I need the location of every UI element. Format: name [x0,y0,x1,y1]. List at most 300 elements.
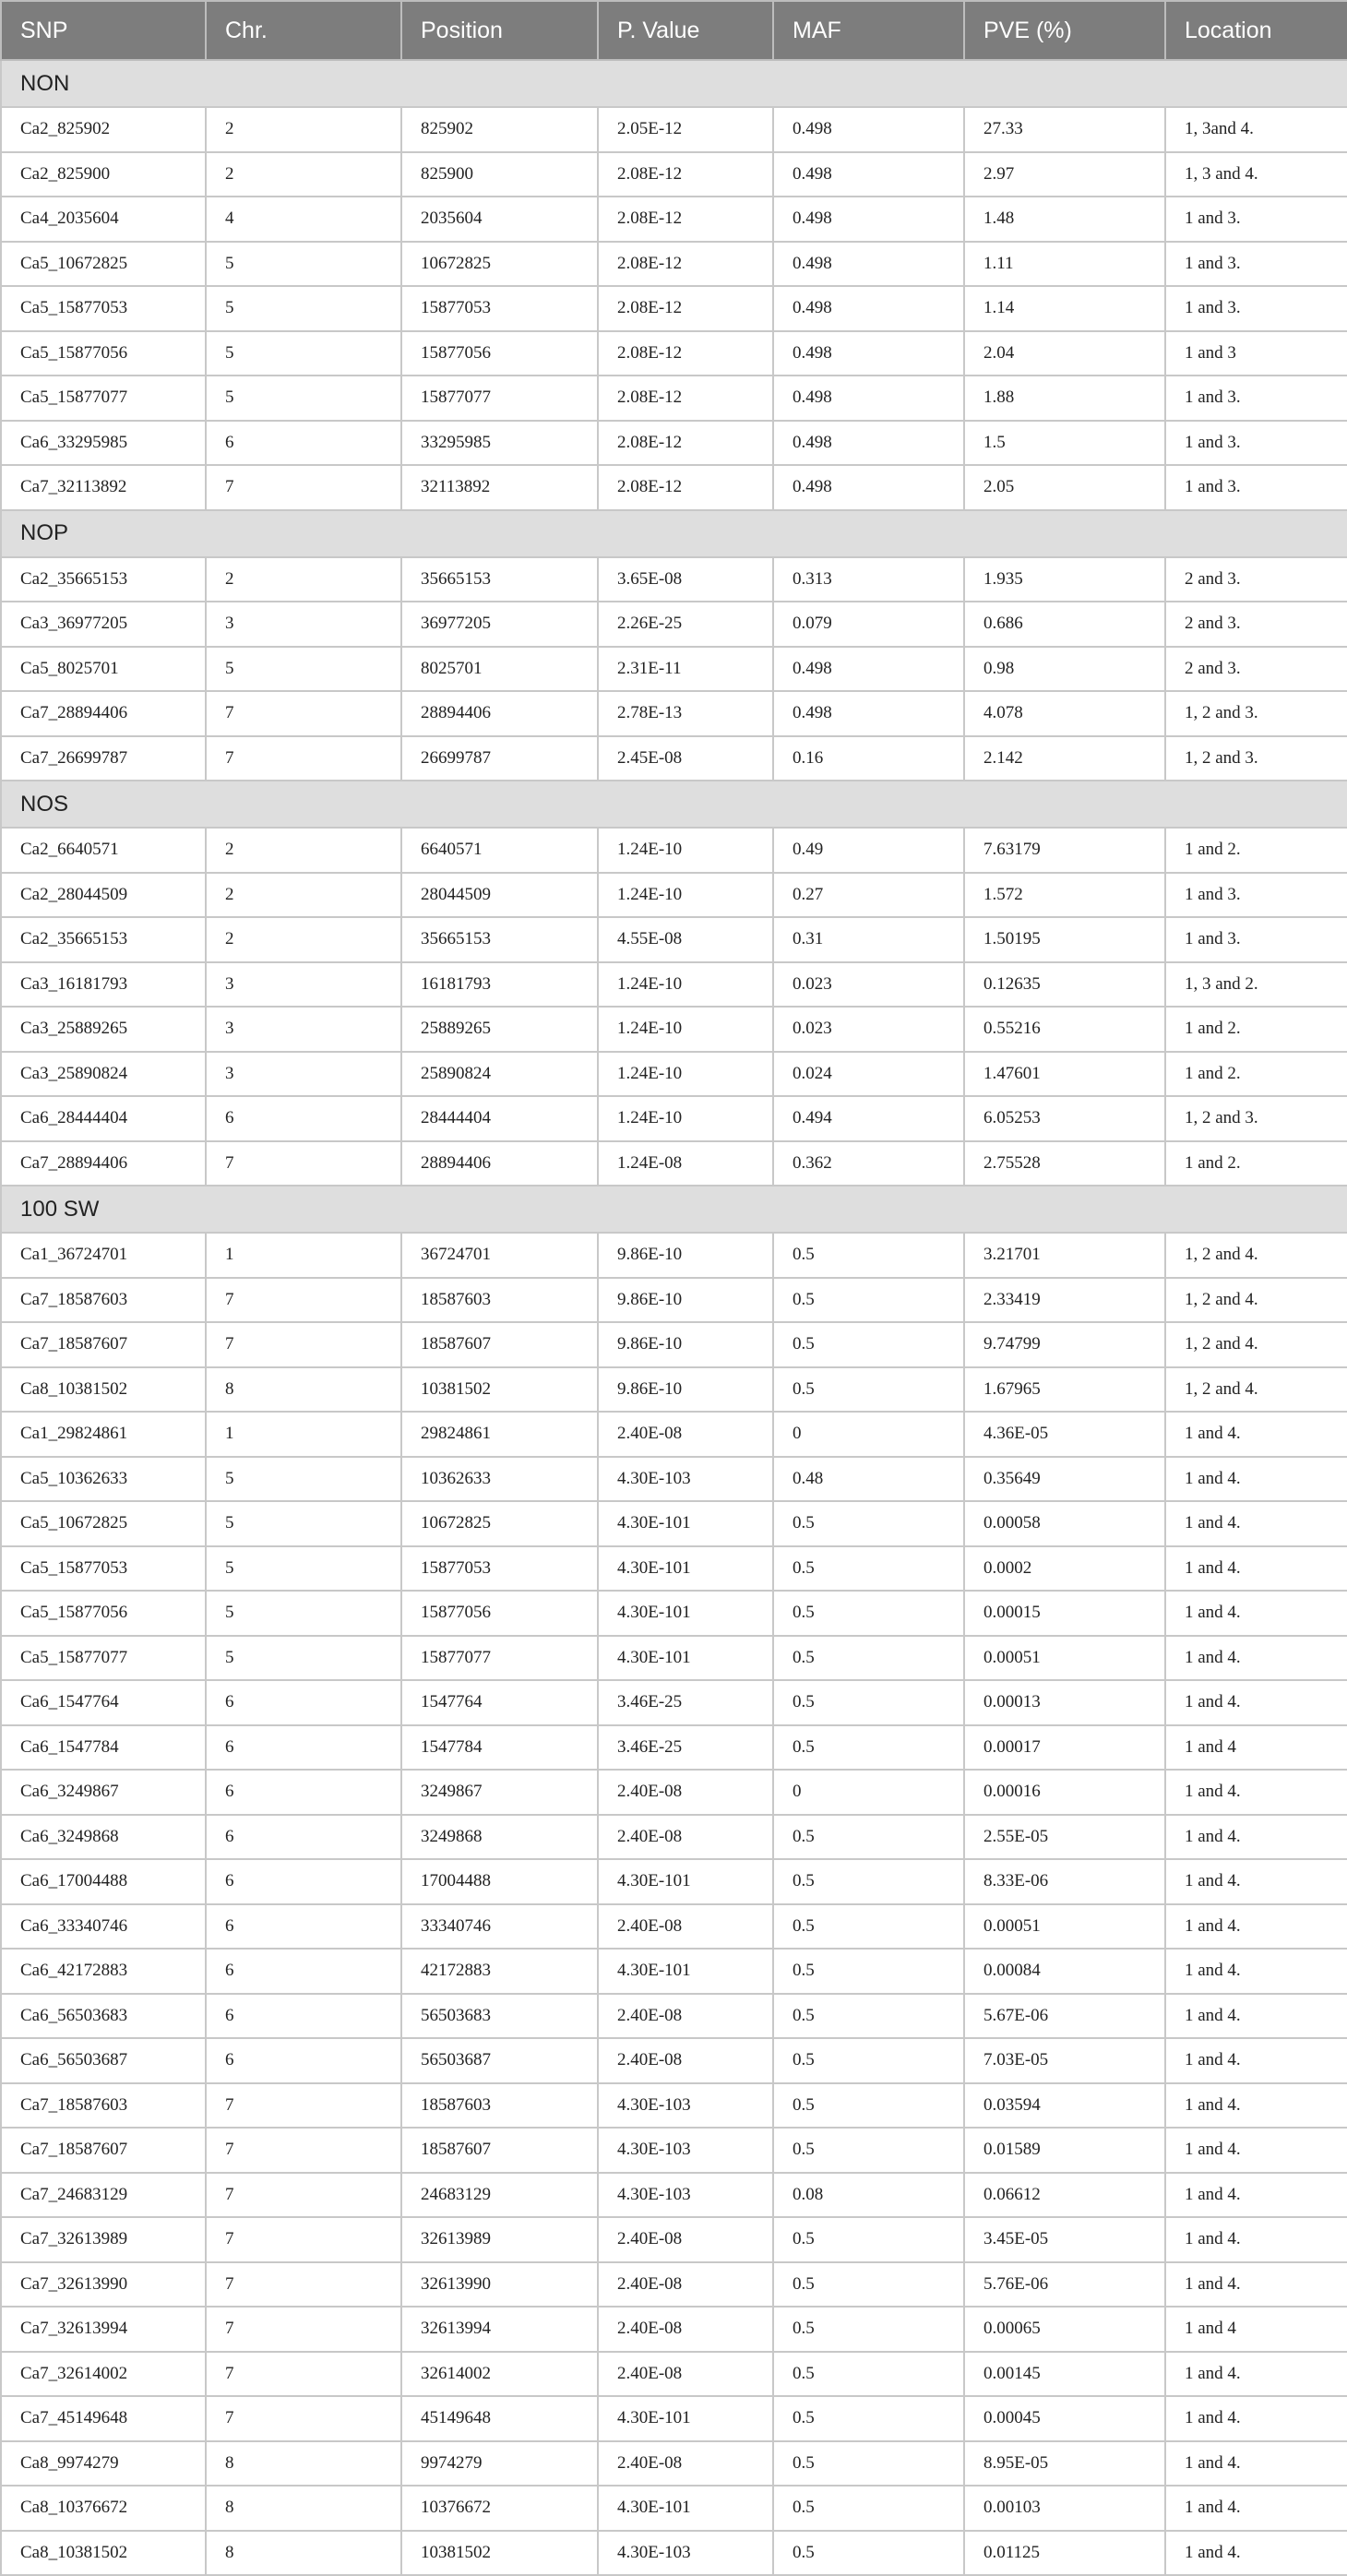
group-row [1,510,1347,557]
cell-location: 1, 2 and 3. [1165,1096,1347,1141]
cell-position: 36977205 [401,602,598,647]
cell-chr: 7 [206,2262,401,2308]
header-location: Location [1165,1,1347,60]
cell-chr: 7 [206,2128,401,2173]
cell-location: 1 and 2. [1165,1141,1347,1187]
cell-position: 825900 [401,152,598,197]
cell-location: 1 and 3. [1165,242,1347,287]
cell-position: 32113892 [401,465,598,510]
table-row [1,1233,1347,1278]
cell-chr: 5 [206,376,401,421]
cell-location: 1 and 4. [1165,1591,1347,1636]
cell-location: 1, 2 and 3. [1165,736,1347,781]
cell-snp: Ca7_18587603 [1,1278,206,1323]
cell-snp: Ca2_825902 [1,107,206,152]
cell-maf: 0.498 [773,465,964,510]
cell-pve: 2.04 [964,331,1165,376]
cell-position: 15877053 [401,286,598,331]
cell-position: 35665153 [401,557,598,602]
cell-location: 1 and 2. [1165,1007,1347,1052]
cell-snp: Ca6_3249867 [1,1770,206,1815]
cell-position: 15877056 [401,331,598,376]
cell-location: 1 and 3. [1165,421,1347,466]
cell-pve: 1.50195 [964,917,1165,962]
cell-position: 6640571 [401,828,598,873]
table-row [1,1725,1347,1771]
cell-pve: 0.03594 [964,2083,1165,2129]
cell-snp: Ca5_15877077 [1,376,206,421]
cell-p-value: 2.08E-12 [598,286,773,331]
cell-p-value: 2.40E-08 [598,2217,773,2262]
cell-location: 1 and 4. [1165,2396,1347,2441]
cell-snp: Ca1_29824861 [1,1412,206,1457]
cell-chr: 6 [206,1904,401,1950]
cell-maf: 0.5 [773,1859,964,1904]
cell-location: 1 and 4. [1165,2128,1347,2173]
cell-chr: 3 [206,602,401,647]
table-row [1,1859,1347,1904]
cell-location: 1, 2 and 3. [1165,691,1347,736]
cell-p-value: 1.24E-10 [598,962,773,1008]
cell-location: 1 and 3. [1165,197,1347,242]
cell-pve: 0.00045 [964,2396,1165,2441]
group-label: NOP [1,510,1347,557]
cell-position: 28444404 [401,1096,598,1141]
cell-chr: 2 [206,557,401,602]
cell-location: 1 and 2. [1165,1052,1347,1097]
cell-chr: 5 [206,1457,401,1502]
cell-pve: 0.00065 [964,2307,1165,2352]
table-row [1,2038,1347,2083]
cell-maf: 0.498 [773,421,964,466]
cell-p-value: 1.24E-10 [598,828,773,873]
cell-p-value: 2.40E-08 [598,1904,773,1950]
cell-position: 29824861 [401,1412,598,1457]
cell-location: 1 and 4. [1165,1501,1347,1546]
cell-location: 1 and 4. [1165,1457,1347,1502]
cell-snp: Ca7_32613990 [1,2262,206,2308]
cell-position: 32613989 [401,2217,598,2262]
cell-location: 1 and 4. [1165,2486,1347,2531]
cell-position: 3249867 [401,1770,598,1815]
cell-pve: 0.0002 [964,1546,1165,1592]
cell-snp: Ca7_18587603 [1,2083,206,2129]
cell-maf: 0.5 [773,1322,964,1367]
cell-snp: Ca8_10381502 [1,2531,206,2576]
group-label: NON [1,60,1347,107]
cell-location: 1 and 4. [1165,2173,1347,2218]
cell-snp: Ca6_3249868 [1,1815,206,1860]
cell-snp: Ca6_17004488 [1,1859,206,1904]
cell-pve: 1.48 [964,197,1165,242]
cell-maf: 0.5 [773,2441,964,2487]
cell-pve: 1.67965 [964,1367,1165,1413]
group-row [1,1186,1347,1233]
header-snp: SNP [1,1,206,60]
cell-position: 825902 [401,107,598,152]
cell-position: 32613990 [401,2262,598,2308]
cell-maf: 0.5 [773,2038,964,2083]
table-row [1,2396,1347,2441]
cell-position: 56503687 [401,2038,598,2083]
cell-location: 1 and 4. [1165,2217,1347,2262]
cell-pve: 1.88 [964,376,1165,421]
cell-chr: 2 [206,107,401,152]
cell-p-value: 2.40E-08 [598,2307,773,2352]
cell-location: 1, 2 and 4. [1165,1322,1347,1367]
cell-position: 15877077 [401,376,598,421]
cell-location: 2 and 3. [1165,557,1347,602]
cell-location: 1, 2 and 4. [1165,1278,1347,1323]
header-position: Position [401,1,598,60]
cell-maf: 0.5 [773,1680,964,1725]
cell-pve: 0.00103 [964,2486,1165,2531]
cell-chr: 1 [206,1233,401,1278]
cell-position: 33295985 [401,421,598,466]
table-row [1,2083,1347,2129]
cell-maf: 0.5 [773,1501,964,1546]
cell-p-value: 4.30E-101 [598,1636,773,1681]
cell-pve: 27.33 [964,107,1165,152]
cell-pve: 5.67E-06 [964,1994,1165,2039]
cell-pve: 0.00145 [964,2352,1165,2397]
cell-chr: 3 [206,1052,401,1097]
table-row [1,1770,1347,1815]
cell-p-value: 2.05E-12 [598,107,773,152]
cell-snp: Ca5_8025701 [1,647,206,692]
cell-position: 10381502 [401,2531,598,2576]
cell-p-value: 2.26E-25 [598,602,773,647]
table-row [1,1007,1347,1052]
cell-position: 1547784 [401,1725,598,1771]
cell-location: 1 and 4. [1165,1412,1347,1457]
table-row [1,557,1347,602]
cell-chr: 2 [206,152,401,197]
cell-pve: 1.14 [964,286,1165,331]
cell-maf: 0.498 [773,286,964,331]
cell-chr: 5 [206,1591,401,1636]
cell-position: 42172883 [401,1949,598,1994]
table-row [1,2531,1347,2576]
cell-p-value: 2.40E-08 [598,1412,773,1457]
cell-pve: 2.55E-05 [964,1815,1165,1860]
cell-position: 3249868 [401,1815,598,1860]
cell-snp: Ca5_15877077 [1,1636,206,1681]
cell-pve: 6.05253 [964,1096,1165,1141]
cell-location: 1 and 4. [1165,1546,1347,1592]
cell-snp: Ca5_10672825 [1,1501,206,1546]
table-row [1,1052,1347,1097]
cell-maf: 0.498 [773,647,964,692]
cell-snp: Ca2_35665153 [1,917,206,962]
cell-pve: 0.00058 [964,1501,1165,1546]
cell-snp: Ca5_15877053 [1,286,206,331]
cell-pve: 4.36E-05 [964,1412,1165,1457]
header-chr: Chr. [206,1,401,60]
cell-location: 1 and 4. [1165,1859,1347,1904]
cell-p-value: 4.30E-101 [598,2486,773,2531]
table-body [1,60,1347,2575]
cell-position: 18587603 [401,2083,598,2129]
cell-snp: Ca3_25890824 [1,1052,206,1097]
table-row [1,2352,1347,2397]
cell-chr: 6 [206,1949,401,1994]
cell-p-value: 2.08E-12 [598,421,773,466]
cell-p-value: 4.30E-101 [598,1546,773,1592]
cell-snp: Ca6_33340746 [1,1904,206,1950]
cell-pve: 2.142 [964,736,1165,781]
cell-p-value: 2.40E-08 [598,2441,773,2487]
cell-p-value: 2.40E-08 [598,1994,773,2039]
cell-position: 1547764 [401,1680,598,1725]
cell-position: 28894406 [401,1141,598,1187]
cell-snp: Ca7_28894406 [1,691,206,736]
cell-pve: 4.078 [964,691,1165,736]
cell-pve: 0.55216 [964,1007,1165,1052]
cell-snp: Ca7_45149648 [1,2396,206,2441]
cell-maf: 0.494 [773,1096,964,1141]
cell-maf: 0.5 [773,2128,964,2173]
table-row [1,1994,1347,2039]
group-label: NOS [1,781,1347,828]
cell-chr: 6 [206,1725,401,1771]
cell-position: 9974279 [401,2441,598,2487]
cell-pve: 7.63179 [964,828,1165,873]
table-row [1,647,1347,692]
cell-location: 1 and 4. [1165,1680,1347,1725]
cell-location: 1 and 4. [1165,1636,1347,1681]
cell-maf: 0.48 [773,1457,964,1502]
cell-location: 1 and 4. [1165,1815,1347,1860]
cell-p-value: 2.40E-08 [598,2262,773,2308]
cell-p-value: 1.24E-10 [598,873,773,918]
cell-p-value: 9.86E-10 [598,1278,773,1323]
cell-location: 1, 3 and 4. [1165,152,1347,197]
cell-position: 10376672 [401,2486,598,2531]
table-row [1,2307,1347,2352]
cell-pve: 0.00084 [964,1949,1165,1994]
cell-snp: Ca7_18587607 [1,1322,206,1367]
cell-position: 10672825 [401,242,598,287]
cell-p-value: 2.08E-12 [598,197,773,242]
cell-p-value: 2.08E-12 [598,242,773,287]
cell-pve: 0.00051 [964,1904,1165,1950]
cell-pve: 0.00051 [964,1636,1165,1681]
cell-chr: 8 [206,1367,401,1413]
cell-maf: 0.5 [773,1546,964,1592]
table-row [1,1680,1347,1725]
cell-snp: Ca8_9974279 [1,2441,206,2487]
cell-maf: 0.49 [773,828,964,873]
cell-snp: Ca2_35665153 [1,557,206,602]
cell-maf: 0.5 [773,1591,964,1636]
cell-location: 2 and 3. [1165,602,1347,647]
cell-chr: 5 [206,1501,401,1546]
cell-maf: 0.023 [773,1007,964,1052]
cell-pve: 0.00017 [964,1725,1165,1771]
cell-snp: Ca7_32614002 [1,2352,206,2397]
cell-chr: 3 [206,1007,401,1052]
cell-p-value: 4.30E-101 [598,1859,773,1904]
cell-p-value: 3.46E-25 [598,1725,773,1771]
cell-p-value: 2.31E-11 [598,647,773,692]
cell-location: 1 and 2. [1165,828,1347,873]
table-row [1,2217,1347,2262]
cell-p-value: 3.46E-25 [598,1680,773,1725]
cell-pve: 0.01125 [964,2531,1165,2576]
cell-maf: 0.498 [773,691,964,736]
cell-pve: 0.00013 [964,1680,1165,1725]
cell-pve: 7.03E-05 [964,2038,1165,2083]
table-row [1,1949,1347,1994]
cell-location: 1 and 3. [1165,873,1347,918]
cell-pve: 0.00015 [964,1591,1165,1636]
cell-p-value: 2.08E-12 [598,331,773,376]
cell-maf: 0.5 [773,1636,964,1681]
table-row [1,828,1347,873]
cell-maf: 0.5 [773,2396,964,2441]
cell-pve: 9.74799 [964,1322,1165,1367]
cell-snp: Ca5_10672825 [1,242,206,287]
cell-chr: 5 [206,331,401,376]
cell-p-value: 4.55E-08 [598,917,773,962]
cell-pve: 2.75528 [964,1141,1165,1187]
cell-chr: 7 [206,2396,401,2441]
cell-maf: 0.498 [773,242,964,287]
cell-maf: 0.498 [773,331,964,376]
cell-pve: 0.01589 [964,2128,1165,2173]
cell-p-value: 9.86E-10 [598,1322,773,1367]
cell-position: 28894406 [401,691,598,736]
cell-chr: 7 [206,2217,401,2262]
cell-location: 1 and 4. [1165,2352,1347,2397]
cell-maf: 0.27 [773,873,964,918]
cell-snp: Ca5_15877056 [1,331,206,376]
cell-chr: 5 [206,242,401,287]
cell-location: 1 and 4 [1165,2307,1347,2352]
table-row [1,376,1347,421]
cell-snp: Ca6_56503687 [1,2038,206,2083]
cell-pve: 0.686 [964,602,1165,647]
cell-p-value: 2.08E-12 [598,465,773,510]
cell-maf: 0.024 [773,1052,964,1097]
cell-p-value: 4.30E-103 [598,2128,773,2173]
cell-p-value: 9.86E-10 [598,1233,773,1278]
cell-chr: 7 [206,691,401,736]
cell-maf: 0.31 [773,917,964,962]
cell-position: 17004488 [401,1859,598,1904]
cell-pve: 0.98 [964,647,1165,692]
table-row [1,1322,1347,1367]
cell-chr: 8 [206,2486,401,2531]
cell-snp: Ca4_2035604 [1,197,206,242]
cell-p-value: 2.40E-08 [598,2038,773,2083]
cell-p-value: 4.30E-101 [598,1501,773,1546]
cell-maf: 0.5 [773,2217,964,2262]
cell-snp: Ca6_1547764 [1,1680,206,1725]
cell-location: 1, 2 and 4. [1165,1367,1347,1413]
cell-chr: 7 [206,465,401,510]
table-row [1,1904,1347,1950]
cell-position: 18587603 [401,1278,598,1323]
cell-maf: 0.5 [773,1815,964,1860]
cell-position: 10381502 [401,1367,598,1413]
cell-pve: 0.35649 [964,1457,1165,1502]
cell-maf: 0.362 [773,1141,964,1187]
cell-chr: 1 [206,1412,401,1457]
cell-position: 16181793 [401,962,598,1008]
cell-location: 1 and 4. [1165,2038,1347,2083]
table-row [1,286,1347,331]
cell-chr: 7 [206,2173,401,2218]
table-row [1,1096,1347,1141]
table-row [1,107,1347,152]
cell-position: 15877056 [401,1591,598,1636]
cell-chr: 6 [206,1815,401,1860]
cell-snp: Ca5_15877056 [1,1591,206,1636]
cell-snp: Ca6_1547784 [1,1725,206,1771]
cell-p-value: 2.40E-08 [598,1815,773,1860]
cell-chr: 6 [206,421,401,466]
cell-position: 2035604 [401,197,598,242]
cell-position: 33340746 [401,1904,598,1950]
cell-maf: 0.5 [773,2352,964,2397]
table-row [1,1141,1347,1187]
table-row [1,465,1347,510]
cell-maf: 0.5 [773,2531,964,2576]
cell-p-value: 2.45E-08 [598,736,773,781]
cell-chr: 7 [206,1322,401,1367]
table-row [1,736,1347,781]
cell-position: 35665153 [401,917,598,962]
cell-chr: 5 [206,1636,401,1681]
cell-p-value: 1.24E-10 [598,1096,773,1141]
table-row [1,691,1347,736]
cell-location: 1 and 3. [1165,286,1347,331]
table-row [1,2441,1347,2487]
cell-location: 1 and 3 [1165,331,1347,376]
cell-chr: 6 [206,1994,401,2039]
cell-pve: 0.12635 [964,962,1165,1008]
cell-p-value: 9.86E-10 [598,1367,773,1413]
cell-position: 10362633 [401,1457,598,1502]
cell-p-value: 1.24E-10 [598,1007,773,1052]
cell-maf: 0.498 [773,107,964,152]
cell-position: 25890824 [401,1052,598,1097]
cell-snp: Ca2_825900 [1,152,206,197]
cell-snp: Ca7_26699787 [1,736,206,781]
cell-chr: 3 [206,962,401,1008]
cell-pve: 1.47601 [964,1052,1165,1097]
table-row [1,2262,1347,2308]
cell-p-value: 4.30E-101 [598,2396,773,2441]
cell-pve: 2.97 [964,152,1165,197]
cell-pve: 0.00016 [964,1770,1165,1815]
cell-maf: 0.5 [773,1367,964,1413]
cell-p-value: 2.40E-08 [598,2352,773,2397]
header-p-value: P. Value [598,1,773,60]
cell-pve: 1.935 [964,557,1165,602]
table-row [1,2128,1347,2173]
table-row [1,1501,1347,1546]
table-row [1,197,1347,242]
cell-p-value: 4.30E-103 [598,2173,773,2218]
cell-location: 1, 3 and 2. [1165,962,1347,1008]
cell-position: 32613994 [401,2307,598,2352]
cell-location: 1 and 4. [1165,1994,1347,2039]
cell-location: 1 and 4. [1165,1770,1347,1815]
cell-pve: 1.572 [964,873,1165,918]
